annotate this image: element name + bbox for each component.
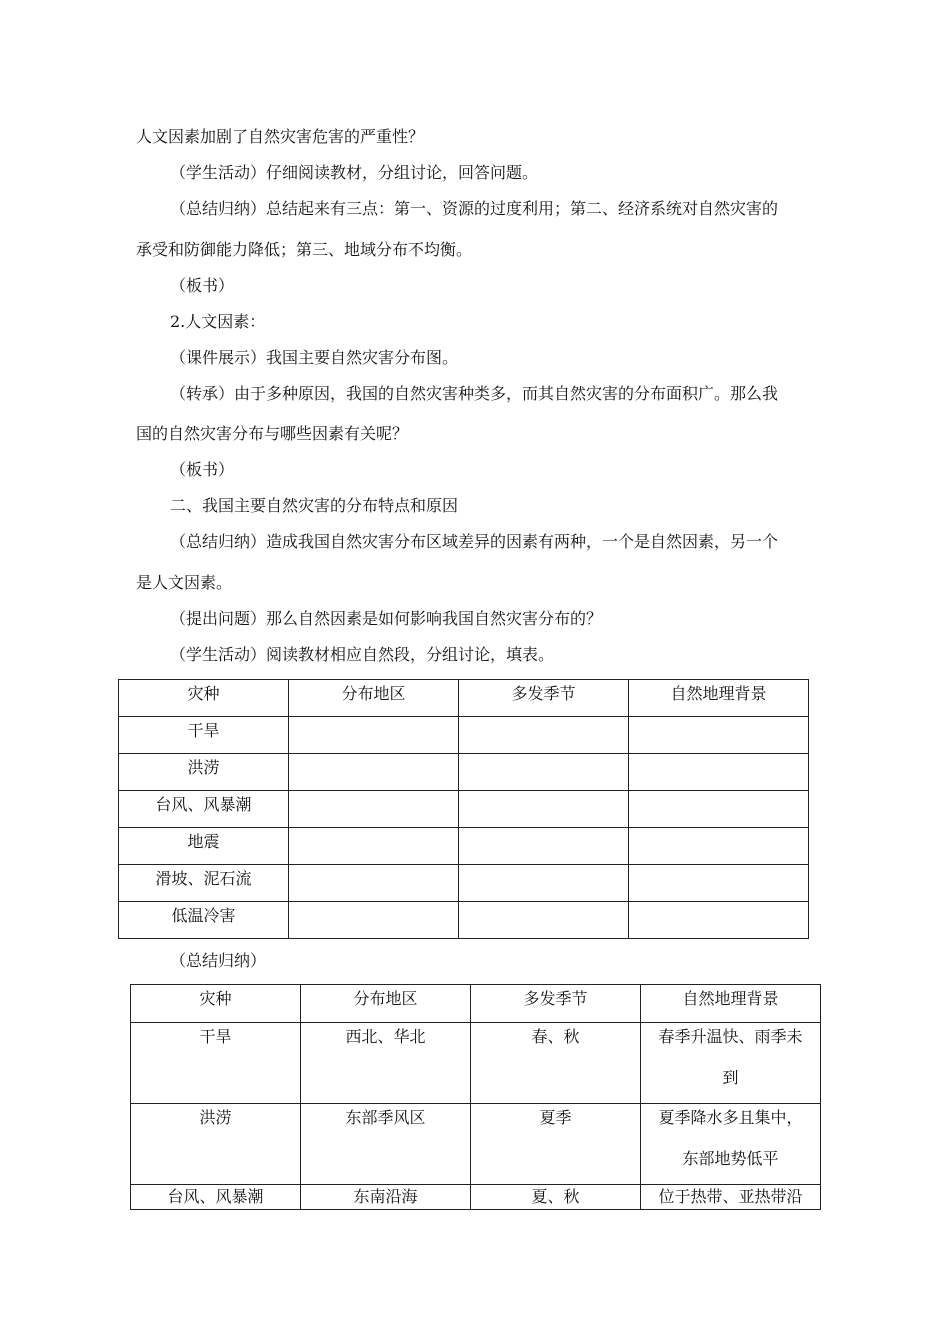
empty-cell (459, 865, 629, 902)
paragraph-10: （总结归纳）造成我国自然灾害分布区域差异的因素有两种，一个是自然因素，另一个 (170, 532, 779, 551)
paragraph-9: 二、我国主要自然灾害的分布特点和原因 (170, 496, 459, 515)
summary-label: （总结归纳） (170, 951, 267, 970)
table-row (119, 865, 809, 902)
paragraph-3: （总结归纳）总结起来有三点：第一、资源的过度利用；第二、经济系统对自然灾害的 (170, 199, 779, 218)
disaster-type-cell: 低温冷害 (119, 902, 289, 939)
empty-cell (629, 865, 809, 902)
table-header-row (131, 985, 821, 1023)
disaster-type-cell: 洪涝 (119, 754, 289, 791)
empty-cell (289, 902, 459, 939)
season-cell: 春、秋 (471, 1023, 641, 1104)
empty-cell (459, 902, 629, 939)
empty-cell (289, 828, 459, 865)
background-line: 春季升温快、雨季未 (658, 1027, 803, 1046)
empty-cell (629, 791, 809, 828)
paragraph-7-cont: 国的自然灾害分布与哪些因素有关呢？ (136, 424, 409, 443)
table-row (131, 1023, 821, 1104)
paragraph-4: （板书） (170, 276, 235, 295)
background-cell (641, 1104, 821, 1185)
empty-cell (629, 754, 809, 791)
empty-cell (629, 717, 809, 754)
background-line: 东部地势低平 (682, 1149, 779, 1168)
paragraph-7: （转承）由于多种原因，我国的自然灾害种类多，而其自然灾害的分布面积广。那么我 (170, 384, 779, 403)
empty-cell (629, 828, 809, 865)
paragraph-10-cont: 是人文因素。 (136, 573, 233, 592)
table-row (131, 1104, 821, 1185)
empty-cell (289, 865, 459, 902)
background-cell (641, 1023, 821, 1104)
table-row (119, 902, 809, 939)
fill-in-table (118, 679, 809, 939)
empty-cell (289, 791, 459, 828)
paragraph-12: （学生活动）阅读教材相应自然段，分组讨论，填表。 (170, 645, 555, 664)
background-line: 夏季降水多且集中， (658, 1108, 803, 1127)
season-cell: 夏季 (471, 1104, 641, 1185)
empty-cell (459, 791, 629, 828)
table-row (119, 828, 809, 865)
header-cell: 分布地区 (301, 985, 471, 1023)
table-row (119, 754, 809, 791)
region-cell: 东部季风区 (301, 1104, 471, 1185)
empty-cell (289, 717, 459, 754)
disaster-type-cell: 台风、风暴潮 (131, 1185, 301, 1210)
background-line: 到 (722, 1068, 739, 1087)
season-cell: 夏、秋 (471, 1185, 641, 1210)
disaster-type-cell: 滑坡、泥石流 (119, 865, 289, 902)
paragraph-11: （提出问题）那么自然因素是如何影响我国自然灾害分布的？ (170, 609, 603, 628)
header-cell: 灾种 (131, 985, 301, 1023)
table-row (119, 717, 809, 754)
empty-cell (289, 754, 459, 791)
header-cell: 多发季节 (471, 985, 641, 1023)
table-header-row (119, 680, 809, 717)
empty-cell (459, 754, 629, 791)
region-cell: 东南沿海 (301, 1185, 471, 1210)
empty-cell (629, 902, 809, 939)
table-row (119, 791, 809, 828)
region-cell: 西北、华北 (301, 1023, 471, 1104)
empty-cell (459, 717, 629, 754)
paragraph-2: （学生活动）仔细阅读教材，分组讨论，回答问题。 (170, 163, 539, 182)
disaster-type-cell: 洪涝 (131, 1104, 301, 1185)
disaster-type-cell: 干旱 (131, 1023, 301, 1104)
header-cell: 灾种 (119, 680, 289, 717)
paragraph-6: （课件展示）我国主要自然灾害分布图。 (170, 348, 459, 367)
paragraph-3-cont: 承受和防御能力降低；第三、地域分布不均衡。 (136, 240, 473, 259)
disaster-type-cell: 台风、风暴潮 (119, 791, 289, 828)
paragraph-1: 人文因素加剧了自然灾害危害的严重性？ (136, 127, 425, 146)
empty-cell (459, 828, 629, 865)
disaster-type-cell: 地震 (119, 828, 289, 865)
header-cell: 多发季节 (459, 680, 629, 717)
header-cell: 自然地理背景 (629, 680, 809, 717)
paragraph-5: 2.人文因素： (170, 312, 266, 331)
background-cell: 位于热带、亚热带沿 (641, 1185, 821, 1210)
paragraph-8: （板书） (170, 460, 235, 479)
disaster-type-cell: 干旱 (119, 717, 289, 754)
summary-table (130, 984, 821, 1210)
table-row (131, 1185, 821, 1210)
header-cell: 自然地理背景 (641, 985, 821, 1023)
header-cell: 分布地区 (289, 680, 459, 717)
